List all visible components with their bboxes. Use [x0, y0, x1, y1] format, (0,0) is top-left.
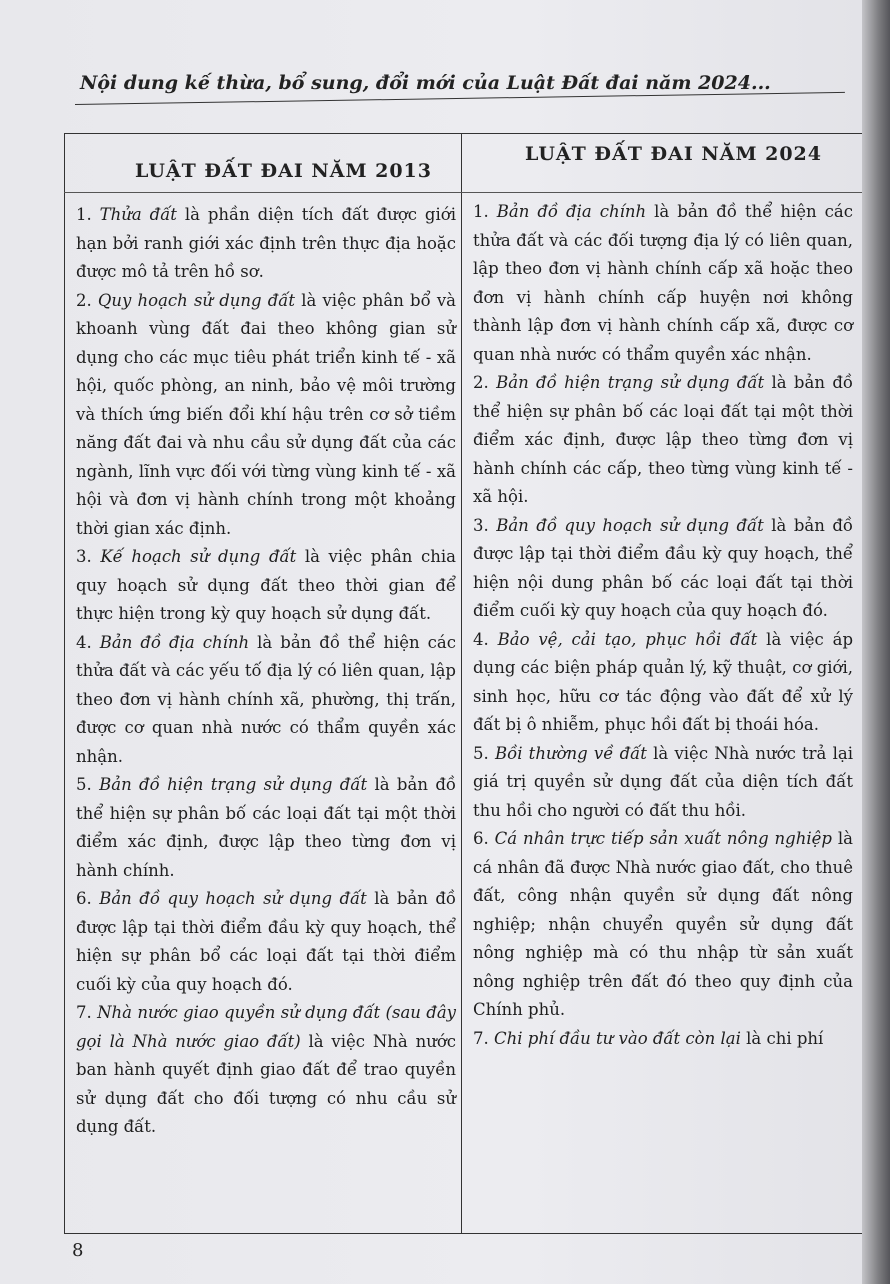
left-item: 1. Thửa đất là phần diện tích đất được giới hạn bởi ranh giới xác định trên thực địa hoặc được mô tả trên hồ sơ.: [76, 205, 456, 281]
right-item: 2. Bản đồ hiện trạng sử dụng đất là bản đồ thể hiện sự phân bố các loại đất tại một thời điểm xác định, được lập theo từng đơn vị hành chính các cấp, theo từng vùng kinh tế - xã hội.: [473, 373, 853, 506]
right-item: 6. Cá nhân trực tiếp sản xuất nông nghiệp là cá nhân đã được Nhà nước giao đất, cho thuê đất, công nhận quyền sử dụng đất nông nghiệp; nhận chuyển quyền sử dụng đất nông nghiệp mà có thu nhập từ sản xuất nông nghiệp trên đất đó theo quy định của Chính phủ.: [473, 829, 853, 1019]
running-header: Nội dung kế thừa, bổ sung, đổi mới của Luật Đất đai năm 2024...: [80, 72, 771, 94]
right-column-title: LUẬT ĐẤT ĐAI NĂM 2024: [525, 143, 822, 165]
left-item: 6. Bản đồ quy hoạch sử dụng đất là bản đồ được lập tại thời điểm đầu kỳ quy hoạch, thể hiện sự phân bổ các loại đất tại thời điểm cuối kỳ của quy hoạch đó.: [76, 889, 456, 994]
left-item: 4. Bản đồ địa chính là bản đồ thể hiện các thửa đất và các yếu tố địa lý có liên quan, lập theo đơn vị hành chính xã, phường, thị trấn, được cơ quan nhà nước có thẩm quyền xác nhận.: [76, 632, 456, 766]
table-header-rule: [64, 192, 862, 193]
column-divider: [461, 133, 462, 1233]
page-edge-shadow: [862, 0, 890, 1284]
left-item: 3. Kế hoạch sử dụng đất là việc phân chia quy hoạch sử dụng đất theo thời gian để thực hiện trong kỳ quy hoạch sử dụng đất.: [76, 547, 456, 623]
right-item: 3. Bản đồ quy hoạch sử dụng đất là bản đồ được lập tại thời điểm đầu kỳ quy hoạch, thể hiện nội dung phân bố các loại đất tại thời điểm cuối kỳ quy hoạch của quy hoạch đó.: [473, 515, 853, 620]
right-item: 4. Bảo vệ, cải tạo, phục hồi đất là việc áp dụng các biện pháp quản lý, kỹ thuật, cơ giới, sinh học, hữu cơ tác động vào đất để xử lý đất bị ô nhiễm, phục hồi đất bị thoái hóa.: [473, 629, 854, 734]
right-item: 5. Bồi thường về đất là việc Nhà nước trả lại giá trị quyền sử dụng đất của diện tích đất thu hồi cho người có đất thu hồi.: [473, 743, 854, 820]
left-item: 2. Quy hoạch sử dụng đất là việc phân bổ và khoanh vùng đất đai theo không gian sử dụng cho các mục tiêu phát triển kinh tế - xã hội, quốc phòng, an ninh, bảo vệ môi trường và thích ứng biến đổi khí hậu trên cơ sở tiềm năng đất đai và nhu cầu sử dụng đất của các ngành, lĩnh vực đối với từng vùng kinh tế - xã hội và đơn vị hành chính trong một khoảng thời gian xác định.: [76, 290, 456, 538]
left-item: 7. Nhà nước giao quyền sử dụng đất (sau đây gọi là Nhà nước giao đất) là việc Nhà nước ban hành quyết định giao đất để trao quyền sử dụng đất cho đối tượng có nhu cầu sử dụng đất.: [76, 1003, 456, 1136]
page-number: 8: [72, 1240, 84, 1261]
left-column-title: LUẬT ĐẤT ĐAI NĂM 2013: [135, 160, 432, 182]
right-item: 7. Chi phí đầu tư vào đất còn lại là chi phí: [473, 1028, 824, 1048]
right-column: [473, 198, 853, 1053]
left-column: [76, 201, 456, 1142]
table-bottom-rule: [64, 1233, 862, 1234]
right-item: 1. Bản đồ địa chính là bản đồ thể hiện các thửa đất và các đối tượng địa lý có liên quan, lập theo đơn vị hành chính cấp xã hoặc theo đơn vị hành chính cấp huyện nơi không thành lập đơn vị hành chính cấp xã, được cơ quan nhà nước có thẩm quyền xác nhận.: [473, 202, 853, 364]
left-item: 5. Bản đồ hiện trạng sử dụng đất là bản đồ thể hiện sự phân bố các loại đất tại một thời điểm xác định, được lập theo từng đơn vị hành chính.: [76, 775, 456, 880]
